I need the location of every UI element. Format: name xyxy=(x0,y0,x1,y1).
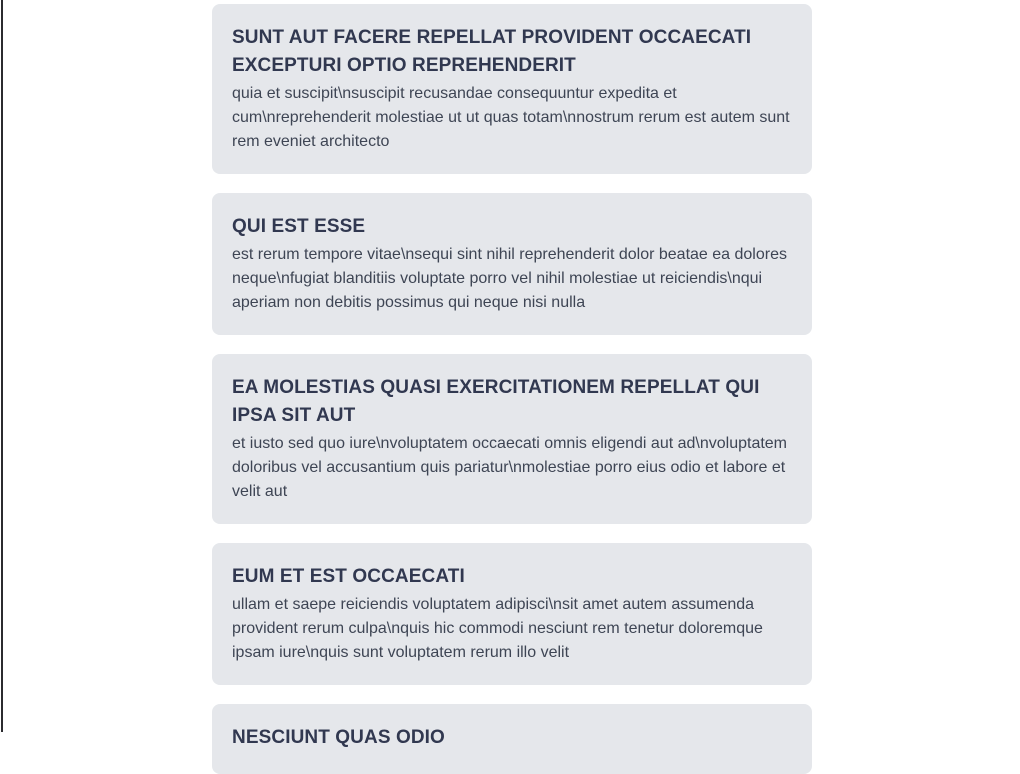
post-card[interactable] xyxy=(212,543,812,685)
post-body: est rerum tempore vitae\nsequi sint nihil reprehenderit dolor beatae ea dolores neque\nfugiat blanditiis voluptate porro vel nihil molestiae ut reiciendis\nqui aperiam non debitis possimus qui neque nisi nulla xyxy=(232,246,787,311)
post-card[interactable] xyxy=(212,4,812,174)
post-title: QUI EST ESSE xyxy=(232,216,366,237)
post-body: ullam et saepe reiciendis voluptatem adipisci\nsit amet autem assumenda provident rerum culpa\nquis hic commodi nesciunt rem tenetur doloremque ipsam iure\nquis sunt voluptatem rerum illo velit xyxy=(232,596,763,661)
posts-list xyxy=(212,0,812,774)
post-title: EA MOLESTIAS QUASI EXERCITATIONEM REPELLAT QUI IPSA SIT AUT xyxy=(232,377,760,426)
post-title: EUM ET EST OCCAECATI xyxy=(232,566,465,587)
post-card[interactable] xyxy=(212,193,812,335)
post-body: quia et suscipit\nsuscipit recusandae consequuntur expedita et cum\nreprehenderit molestiae ut ut quas totam\nnostrum rerum est autem sunt rem eveniet architecto xyxy=(232,85,790,150)
window-left-edge xyxy=(1,0,3,732)
post-title: NESCIUNT QUAS ODIO xyxy=(232,727,445,748)
post-body: et iusto sed quo iure\nvoluptatem occaecati omnis eligendi aut ad\nvoluptatem doloribus vel accusantium quis pariatur\nmolestiae porro eius odio et labore et velit aut xyxy=(232,435,788,500)
post-card[interactable] xyxy=(212,354,812,524)
post-card[interactable] xyxy=(212,704,812,774)
post-title: SUNT AUT FACERE REPELLAT PROVIDENT OCCAECATI EXCEPTURI OPTIO REPREHENDERIT xyxy=(232,27,752,76)
